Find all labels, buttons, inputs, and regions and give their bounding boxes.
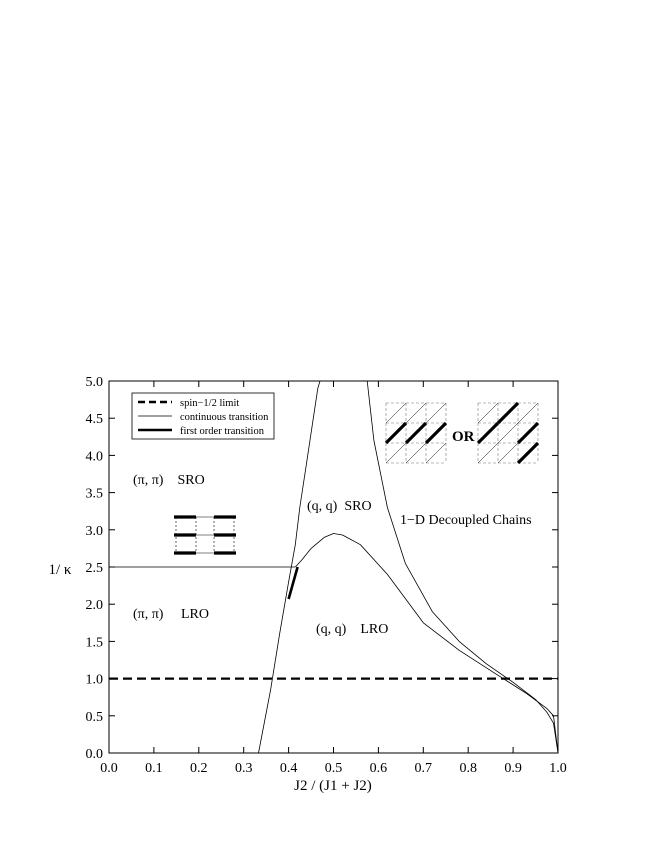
legend-label-continuous: continuous transition xyxy=(180,412,269,423)
y-tick-label: 5.0 xyxy=(85,375,103,390)
inset-diagonal xyxy=(386,403,406,423)
diagonal-chain-inset-left xyxy=(386,403,446,463)
y-tick-label: 4.0 xyxy=(85,449,103,465)
y-tick-label: 2.5 xyxy=(85,561,103,576)
inset-diagonal xyxy=(406,443,426,463)
inset-diagonal xyxy=(518,403,538,423)
ladder-dimer-inset xyxy=(174,517,236,553)
y-axis-label: 1/ κ xyxy=(48,562,72,578)
x-tick-label: 0.1 xyxy=(145,761,163,776)
y-tick-label: 3.0 xyxy=(85,523,103,539)
inset-dimer xyxy=(518,443,538,463)
annotation-decoupled-chains: 1−D Decoupled Chains xyxy=(400,513,532,528)
inset-diagonal xyxy=(406,403,426,423)
annotation-qq-sro: (q, q) SRO xyxy=(307,499,372,514)
x-tick-label: 0.6 xyxy=(369,761,388,776)
annotation-pi-pi-sro: (π, π) SRO xyxy=(133,473,205,488)
series-line-thick xyxy=(289,567,298,599)
x-tick-label: 0.2 xyxy=(190,761,208,776)
inset-diagonal xyxy=(426,443,446,463)
x-tick-label: 0.5 xyxy=(324,761,343,776)
annotation-or: OR xyxy=(452,429,475,445)
inset-dimer xyxy=(406,423,426,443)
y-tick-label: 2.0 xyxy=(85,598,103,614)
x-tick-label: 0.3 xyxy=(234,761,253,776)
x-tick-label: 0.4 xyxy=(279,761,298,776)
x-tick-label: 0.8 xyxy=(459,761,477,776)
inset-dimer xyxy=(498,403,518,423)
legend-label-first-order: first order transition xyxy=(180,426,264,437)
y-tick-label: 0.0 xyxy=(85,747,103,762)
x-tick-label: 0.0 xyxy=(100,761,118,776)
inset-dimer xyxy=(518,423,538,443)
x-tick-label: 1.0 xyxy=(549,761,567,776)
annotation-qq-lro: (q, q) LRO xyxy=(316,622,389,637)
x-tick-labels xyxy=(100,761,567,776)
annotation-pi-pi-lro: (π, π) LRO xyxy=(133,607,209,622)
legend xyxy=(132,393,274,439)
inset-dimer xyxy=(386,423,406,443)
inset-diagonal xyxy=(478,403,498,423)
series-line-thin xyxy=(295,534,558,754)
inset-diagonal xyxy=(386,443,406,463)
x-tick-label: 0.9 xyxy=(504,761,522,776)
y-tick-label: 1.0 xyxy=(85,672,103,688)
y-tick-label: 1.5 xyxy=(85,635,103,651)
inset-dimer xyxy=(478,423,498,443)
inset-diagonal xyxy=(478,443,498,463)
x-axis-label: J2 / (J1 + J2) xyxy=(294,778,372,794)
diagonal-chain-inset-right xyxy=(478,403,538,463)
y-tick-labels xyxy=(86,375,104,762)
y-tick-label: 3.5 xyxy=(85,486,103,502)
x-tick-label: 0.7 xyxy=(414,761,433,776)
inset-dimer xyxy=(426,423,446,443)
y-tick-label: 0.5 xyxy=(85,709,103,725)
inset-diagonal xyxy=(498,423,518,443)
inset-diagonal xyxy=(498,443,518,463)
legend-label-spin-limit: spin−1/2 limit xyxy=(180,398,240,409)
inset-diagonal xyxy=(426,403,446,423)
y-tick-label: 4.5 xyxy=(85,412,103,428)
